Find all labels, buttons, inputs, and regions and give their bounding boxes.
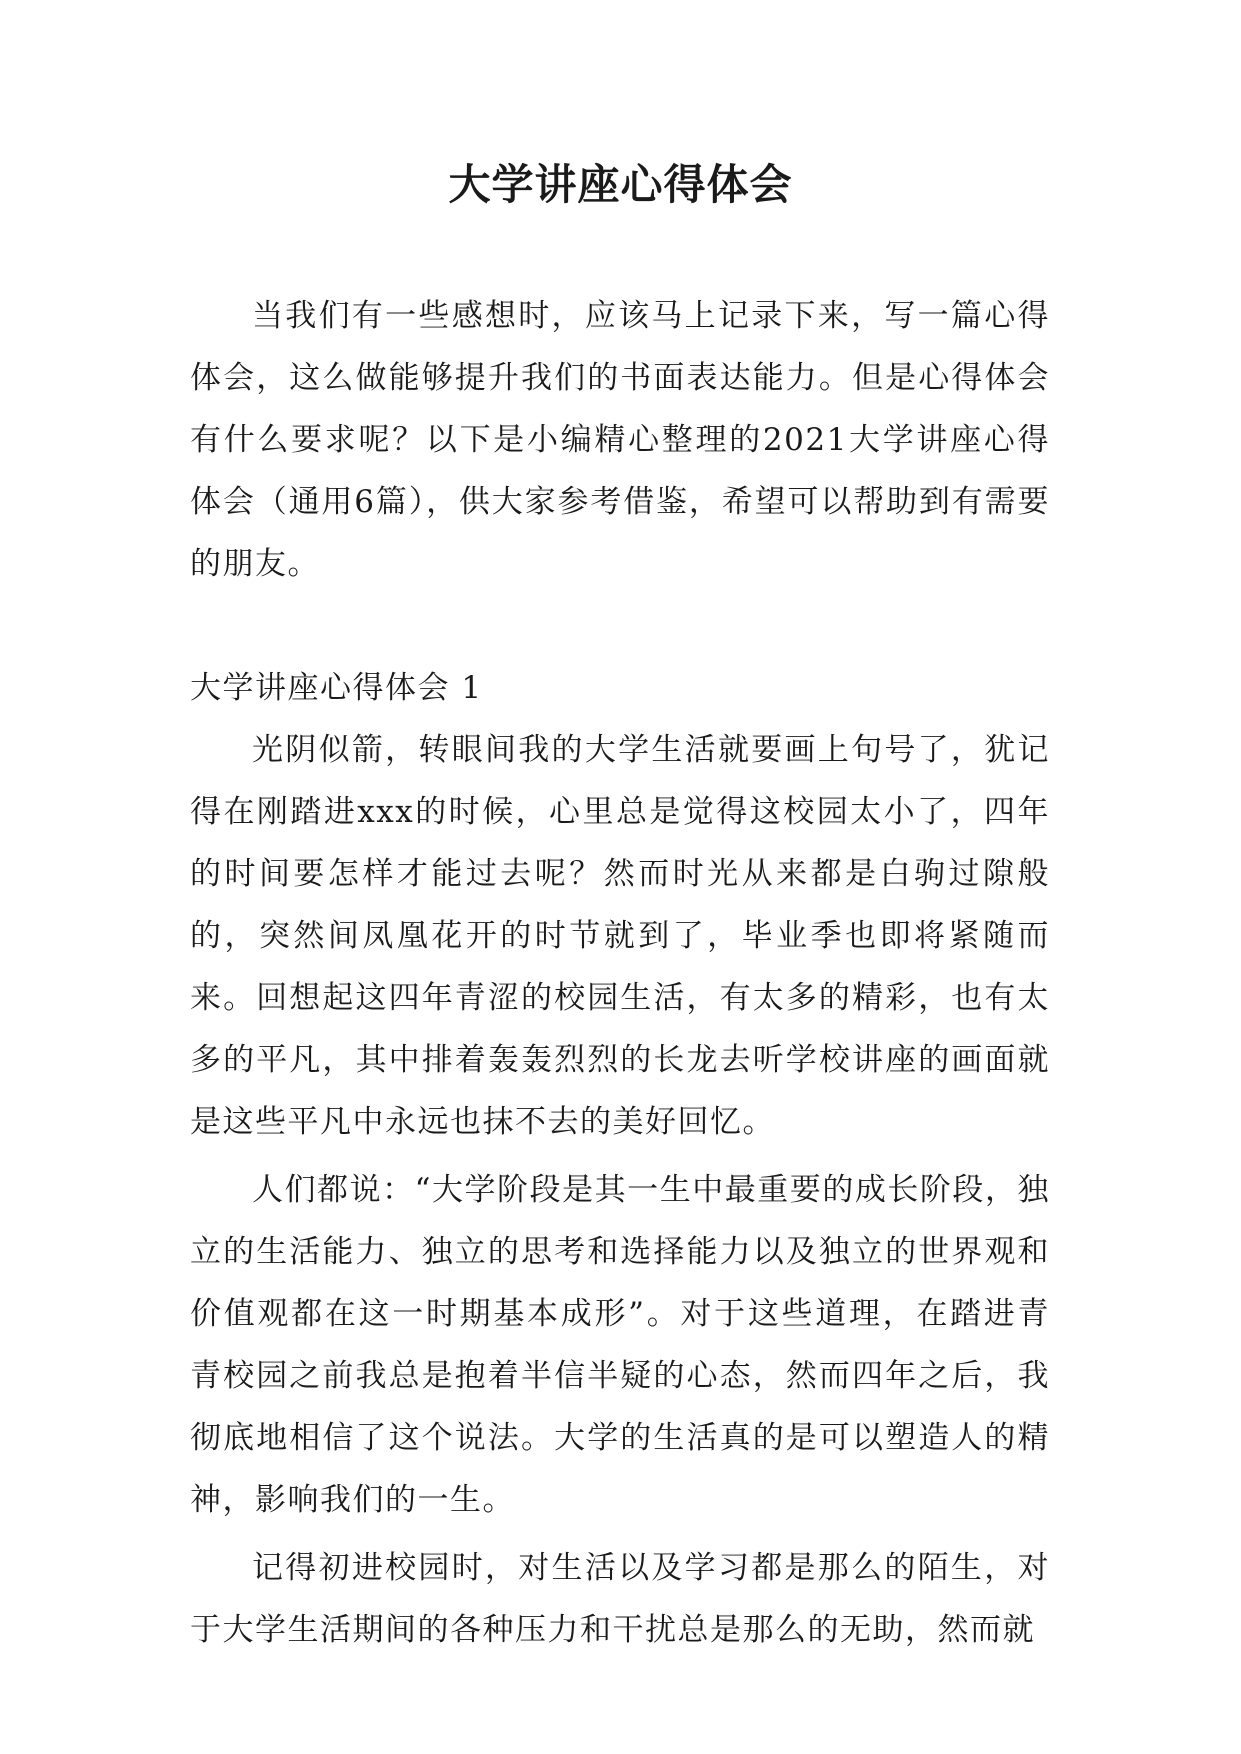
document-body — [190, 285, 1050, 1661]
body-paragraph: 记得初进校园时，对生活以及学习都是那么的陌生，对于大学生活期间的各种压力和干扰总是那么的无助，然而就 — [190, 1550, 1050, 1648]
section-heading: 大学讲座心得体会 1 — [190, 670, 483, 706]
document-title: 大学讲座心得体会 — [448, 160, 793, 209]
body-paragraph: 光阴似箭，转眼间我的大学生活就要画上句号了，犹记得在刚踏进xxx的时候，心里总是觉得这校园太小了，四年的时间要怎样才能过去呢？然而时光从来都是白驹过隙般的，突然间凤凰花开的时节就到了，毕业季也即将紧随而来。回想起这四年青涩的校园生活，有太多的精彩，也有太多的平凡，其中排着轰轰烈烈的长龙去听学校讲座的画面就是这些平凡中永远也抹不去的美好回忆。 — [190, 732, 1050, 1140]
body-paragraph: 人们都说：“大学阶段是其一生中最重要的成长阶段，独立的生活能力、独立的思考和选择能力以及独立的世界观和价值观都在这一时期基本成形”。对于这些道理，在踏进青青校园之前我总是抱着半信半疑的心态，然而四年之后，我彻底地相信了这个说法。大学的生活真的是可以塑造人的精神，影响我们的一生。 — [190, 1172, 1050, 1518]
intro-paragraph: 当我们有一些感想时，应该马上记录下来，写一篇心得体会，这么做能够提升我们的书面表达能力。但是心得体会有什么要求呢？以下是小编精心整理的2021大学讲座心得体会（通用6篇），供大家参考借鉴，希望可以帮助到有需要的朋友。 — [190, 298, 1050, 582]
